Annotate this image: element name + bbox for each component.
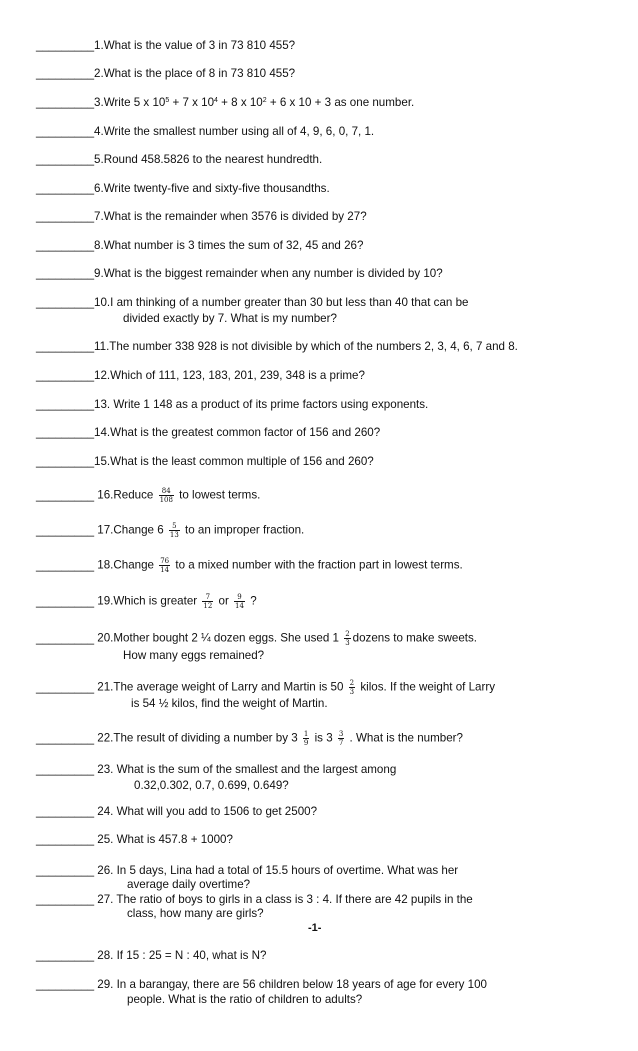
question-text: 2.What is the place of 8 in 73 810 455? <box>94 67 296 80</box>
question-text: 23. What is the sum of the smallest and the largest among <box>94 763 397 776</box>
question-20-continued: How many eggs remained? <box>123 649 265 662</box>
denominator: 14 <box>235 602 244 610</box>
question-16 <box>36 487 260 504</box>
denominator: 14 <box>160 566 170 574</box>
numerator: 1 <box>303 730 309 738</box>
answer-blank[interactable]: _________ <box>36 153 95 166</box>
numerator: 3 <box>338 730 344 738</box>
question-29 <box>36 978 487 992</box>
question-text: 8.What number is 3 times the sum of 32, 45 and 26? <box>94 239 364 252</box>
question-28 <box>36 949 266 963</box>
answer-blank[interactable]: _________ <box>36 267 95 280</box>
answer-blank[interactable]: _________ <box>36 594 95 608</box>
answer-blank[interactable]: _________ <box>36 763 95 776</box>
answer-blank[interactable]: _________ <box>36 893 95 906</box>
question-text: 11.The number 338 928 is not divisible by which of the numbers 2, 3, 4, 6, 7 and 8. <box>94 340 518 353</box>
question-text: 16.Reduce <box>94 488 157 502</box>
denominator: 108 <box>159 496 173 504</box>
question-text: 7.What is the remainder when 3576 is divided by 27? <box>94 210 367 223</box>
exponent: 5 <box>165 97 170 104</box>
question-text: or <box>215 594 233 608</box>
question-text: + 8 x 10 <box>217 96 263 109</box>
answer-blank[interactable]: _________ <box>36 978 95 991</box>
answer-blank[interactable]: _________ <box>36 369 95 382</box>
question-text: 12.Which of 111, 123, 183, 201, 239, 348 is a prime? <box>94 369 365 382</box>
denominator: 13 <box>169 531 179 539</box>
question-text: 13. Write 1 148 as a product of its prime factors using exponents. <box>94 398 429 411</box>
question-text: dozens to make sweets. <box>352 631 478 645</box>
numerator: 84 <box>161 487 171 495</box>
question-11 <box>36 340 518 354</box>
question-26-continued: average daily overtime? <box>127 878 251 891</box>
answer-blank[interactable]: _________ <box>36 296 95 309</box>
question-text: 25. What is 457.8 + 1000? <box>94 833 233 846</box>
question-9 <box>36 267 443 281</box>
question-21-continued: is 54 ½ kilos, find the weight of Martin. <box>131 697 328 710</box>
question-24 <box>36 805 317 819</box>
answer-blank[interactable]: _________ <box>36 125 95 138</box>
question-21 <box>36 679 495 696</box>
question-text: 26. In 5 days, Lina had a total of 15.5 hours of overtime. What was her <box>94 864 459 877</box>
fraction <box>344 630 350 647</box>
question-6 <box>36 182 330 196</box>
question-2 <box>36 67 295 81</box>
numerator: 2 <box>345 630 350 638</box>
fraction <box>169 522 180 539</box>
answer-blank[interactable]: _________ <box>36 455 95 468</box>
answer-blank[interactable]: _________ <box>36 39 95 52</box>
answer-blank[interactable]: _________ <box>36 864 95 877</box>
question-19 <box>36 593 257 610</box>
question-22 <box>36 730 463 747</box>
question-13 <box>36 398 428 412</box>
question-text: 18.Change <box>94 558 158 572</box>
question-text: + 6 x 10 + 3 as one number. <box>266 96 415 109</box>
fraction <box>202 593 213 610</box>
question-3 <box>36 96 414 110</box>
question-10 <box>36 296 469 310</box>
question-text: kilos. If the weight of Larry <box>357 680 496 694</box>
question-5 <box>36 153 322 167</box>
question-8 <box>36 239 363 253</box>
question-12 <box>36 369 365 383</box>
question-text: ? <box>246 594 257 608</box>
answer-blank[interactable]: _________ <box>36 239 95 252</box>
question-23 <box>36 763 396 777</box>
question-text: 9.What is the biggest remainder when any number is divided by 10? <box>94 267 443 280</box>
answer-blank[interactable]: _________ <box>36 210 95 223</box>
numerator: 5 <box>172 522 177 530</box>
question-text: 6.Write twenty-five and sixty-five thousandths. <box>94 182 330 195</box>
question-4 <box>36 125 374 139</box>
answer-blank[interactable]: _________ <box>36 558 95 572</box>
question-text: + 7 x 10 <box>169 96 215 109</box>
answer-blank[interactable]: _________ <box>36 523 95 537</box>
question-text: 24. What will you add to 1506 to get 2500? <box>94 805 318 818</box>
answer-blank[interactable]: _________ <box>36 731 95 745</box>
question-27-continued: class, how many are girls? <box>127 907 264 920</box>
question-text: to a mixed number with the fraction part in lowest terms. <box>172 558 463 572</box>
question-14 <box>36 426 380 440</box>
question-text: 29. In a barangay, there are 56 children below 18 years of age for every 100 <box>94 978 487 991</box>
answer-blank[interactable]: _________ <box>36 805 95 818</box>
denominator: 3 <box>349 688 355 696</box>
question-text: 21.The average weight of Larry and Martin is 50 <box>94 680 347 694</box>
question-23-continued: 0.32,0.302, 0.7, 0.699, 0.649? <box>134 779 289 792</box>
question-text: to an improper fraction. <box>181 523 305 537</box>
fraction <box>159 557 170 574</box>
numerator: 9 <box>237 593 242 601</box>
answer-blank[interactable]: _________ <box>36 96 95 109</box>
numerator: 2 <box>349 679 355 687</box>
page-number: -1- <box>308 922 322 934</box>
question-text: 27. The ratio of boys to girls in a class is 3 : 4. If there are 42 pupils in the <box>94 893 473 906</box>
question-text: 15.What is the least common multiple of 156 and 260? <box>94 455 374 468</box>
denominator: 12 <box>203 602 213 610</box>
denominator: 9 <box>303 739 309 747</box>
question-text: 5.Round 458.5826 to the nearest hundredth. <box>94 153 323 166</box>
answer-blank[interactable]: _________ <box>36 182 95 195</box>
answer-blank[interactable]: _________ <box>36 833 95 846</box>
fraction <box>159 487 174 504</box>
question-text: 19.Which is greater <box>94 594 201 608</box>
answer-blank[interactable]: _________ <box>36 398 95 411</box>
answer-blank[interactable]: _________ <box>36 949 95 962</box>
denominator: 7 <box>338 739 344 747</box>
question-18 <box>36 557 463 574</box>
question-text: 22.The result of dividing a number by 3 <box>94 731 301 745</box>
question-text: 3.Write 5 x 10 <box>94 96 166 109</box>
question-17 <box>36 522 304 539</box>
question-20 <box>36 630 477 647</box>
question-text: 10.I am thinking of a number greater than 30 but less than 40 that can be <box>94 296 469 309</box>
question-text: 1.What is the value of 3 in 73 810 455? <box>94 39 296 52</box>
exponent: 2 <box>262 97 267 104</box>
numerator: 7 <box>205 593 211 601</box>
question-15 <box>36 455 374 469</box>
question-29-continued: people. What is the ratio of children to adults? <box>127 993 363 1006</box>
fraction <box>338 730 344 747</box>
question-text: . What is the number? <box>346 731 463 745</box>
question-text: 17.Change 6 <box>94 523 167 537</box>
answer-blank[interactable]: _________ <box>36 340 95 353</box>
numerator: 76 <box>160 557 170 565</box>
answer-blank[interactable]: _________ <box>36 67 95 80</box>
answer-blank[interactable]: _________ <box>36 488 95 502</box>
question-text: 14.What is the greatest common factor of 156 and 260? <box>94 426 381 439</box>
question-25 <box>36 833 233 847</box>
question-7 <box>36 210 367 224</box>
answer-blank[interactable]: _________ <box>36 680 95 694</box>
fraction <box>349 679 355 696</box>
fraction <box>303 730 309 747</box>
exponent: 4 <box>214 97 218 104</box>
question-1 <box>36 39 295 53</box>
fraction <box>234 593 245 610</box>
question-text: 28. If 15 : 25 = N : 40, what is N? <box>94 949 267 962</box>
question-27 <box>36 893 473 907</box>
question-26 <box>36 864 458 878</box>
answer-blank[interactable]: _________ <box>36 426 95 439</box>
answer-blank[interactable]: _________ <box>36 631 95 645</box>
question-text: is 3 <box>311 731 336 745</box>
question-text: 20.Mother bought 2 ¼ dozen eggs. She used 1 <box>94 631 343 645</box>
question-10-continued: divided exactly by 7. What is my number? <box>123 312 337 325</box>
denominator: 3 <box>345 639 350 647</box>
question-text: 4.Write the smallest number using all of 4, 9, 6, 0, 7, 1. <box>94 125 375 138</box>
question-text: to lowest terms. <box>175 488 261 502</box>
